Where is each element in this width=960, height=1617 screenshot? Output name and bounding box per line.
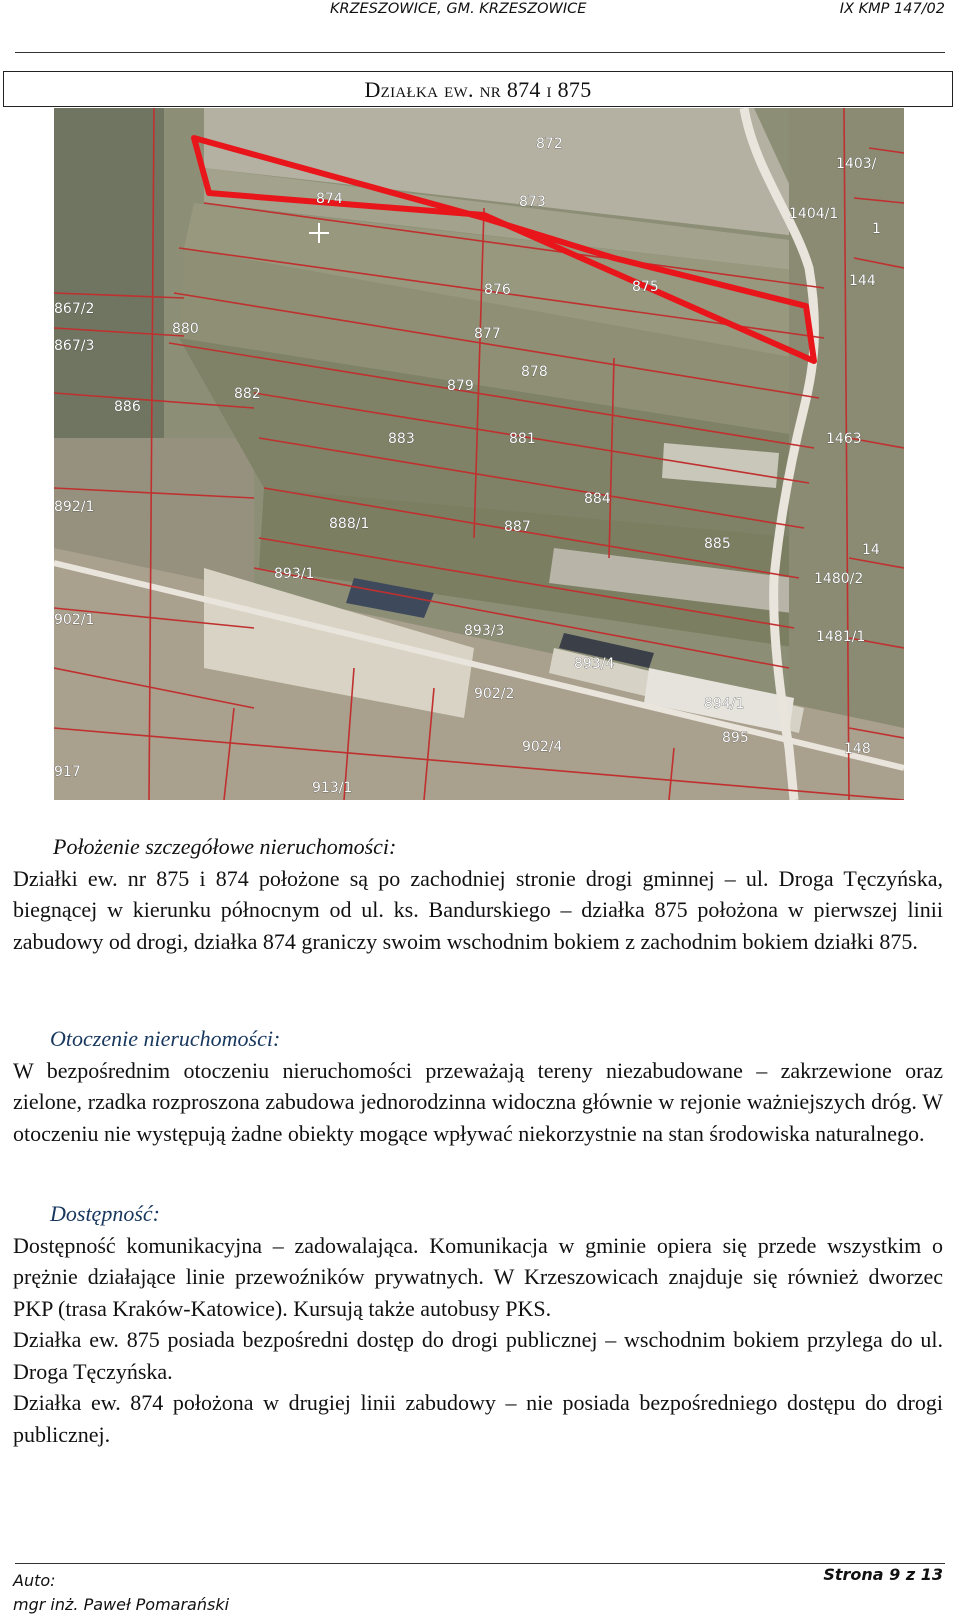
access-paragraph-2: Działka ew. 875 posiada bezpośredni dostęp do drogi publicznej – wschodnim bokiem przylega do ul. Droga Tęczyńska. xyxy=(13,1327,943,1384)
parcel-label: 885 xyxy=(704,536,731,552)
parcel-label: 893/1 xyxy=(274,566,315,582)
parcel-label: 1403/ xyxy=(836,156,877,172)
parcel-label: 14 xyxy=(862,542,880,558)
header-rule xyxy=(15,52,945,53)
parcel-label: 1480/2 xyxy=(814,571,864,587)
header-location: KRZESZOWICE, GM. KRZESZOWICE xyxy=(330,1,587,17)
parcel-label: 881 xyxy=(509,431,536,447)
parcel-label: 888/1 xyxy=(329,516,370,532)
header-reference: IX KMP 147/02 xyxy=(839,1,945,17)
parcel-label: 893/4 xyxy=(574,656,615,672)
parcel-label: 894/1 xyxy=(704,696,745,712)
parcel-label: 1463 xyxy=(826,431,862,447)
parcel-label: 902/2 xyxy=(474,686,515,702)
parcel-label: 886 xyxy=(114,399,141,415)
aerial-map xyxy=(54,108,904,800)
parcel-label: 877 xyxy=(474,326,501,342)
footer-author xyxy=(13,1569,229,1617)
parcel-label: 1 xyxy=(872,221,881,237)
parcel-label: 144 xyxy=(849,273,876,289)
parcel-label: 917 xyxy=(54,764,81,780)
parcel-label: 878 xyxy=(521,364,548,380)
title-box xyxy=(3,71,953,107)
parcel-label: 879 xyxy=(447,378,474,394)
parcel-label: 1404/1 xyxy=(789,206,839,222)
parcel-label: 867/2 xyxy=(54,301,95,317)
section-location xyxy=(13,831,943,957)
parcel-label: 913/1 xyxy=(312,780,353,796)
parcel-label: 872 xyxy=(536,136,563,152)
aerial-map-image xyxy=(54,108,904,800)
parcel-label: 148 xyxy=(844,741,871,757)
parcel-label: 876 xyxy=(484,282,511,298)
access-paragraph-1: Dostępność komunikacyjna – zadowalająca. Komunikacja w gminie opiera się przede wszystkim o prężnie działające linie przewoźników prywatnych. W Krzeszowicach znajduje się również dworzec PKP (trasa Kraków-Katowice). Kursują także autobusy PKS. xyxy=(13,1232,943,1321)
parcel-label: 902/1 xyxy=(54,612,95,628)
parcel-label: 1481/1 xyxy=(816,629,866,645)
location-heading: Położenie szczegółowe nieruchomości: xyxy=(53,834,397,859)
page-title: Działka ew. nr 874 i 875 xyxy=(364,77,592,102)
parcel-label: 875 xyxy=(632,279,659,295)
page-number: Strona 9 z 13 xyxy=(823,1565,943,1584)
parcel-label: 892/1 xyxy=(54,499,95,515)
parcel-label: 893/3 xyxy=(464,623,505,639)
parcel-label: 883 xyxy=(388,431,415,447)
access-paragraph-3: Działka ew. 874 położona w drugiej linii zabudowy – nie posiada bezpośredniego dostępu do drogi publicznej. xyxy=(13,1390,943,1447)
location-body: Działki ew. nr 875 i 874 położone są po zachodniej stronie drogi gminnej – ul. Droga Tęczyńska, biegnącej w kierunku północnym od ul. ks. Bandurskiego – działka 875 położona w pierwszej linii zabudowy od drogi, działka 874 graniczy swoim wschodnim bokiem z zachodnim bokiem działki 875. xyxy=(13,865,943,954)
parcel-label: 902/4 xyxy=(522,739,563,755)
section-access xyxy=(13,1198,943,1450)
parcel-label: 880 xyxy=(172,321,199,337)
surroundings-heading: Otoczenie nieruchomości: xyxy=(50,1026,281,1051)
parcel-label: 882 xyxy=(234,386,261,402)
parcel-label: 895 xyxy=(722,730,749,746)
parcel-label: 874 xyxy=(316,191,343,207)
footer-author-name: mgr inż. Paweł Pomarański xyxy=(13,1595,230,1614)
parcel-label: 884 xyxy=(584,491,611,507)
section-surroundings xyxy=(13,1023,943,1149)
parcel-label: 873 xyxy=(519,194,546,210)
parcel-label: 867/3 xyxy=(54,338,95,354)
page-header xyxy=(0,0,960,30)
parcel-label: 887 xyxy=(504,519,531,535)
access-heading: Dostępność: xyxy=(50,1201,160,1226)
footer-author-label: Auto: xyxy=(13,1571,56,1590)
surroundings-body: W bezpośrednim otoczeniu nieruchomości przeważają tereny niezabudowane – zakrzewione oraz zielone, rzadka rozproszona zabudowa jednorodzinna widoczna głównie w rejonie ważniejszych dróg. W otoczeniu nie występują żadne obiekty mogące wpływać niekorzystnie na stan środowiska naturalnego. xyxy=(13,1057,943,1146)
footer-rule xyxy=(15,1563,945,1564)
